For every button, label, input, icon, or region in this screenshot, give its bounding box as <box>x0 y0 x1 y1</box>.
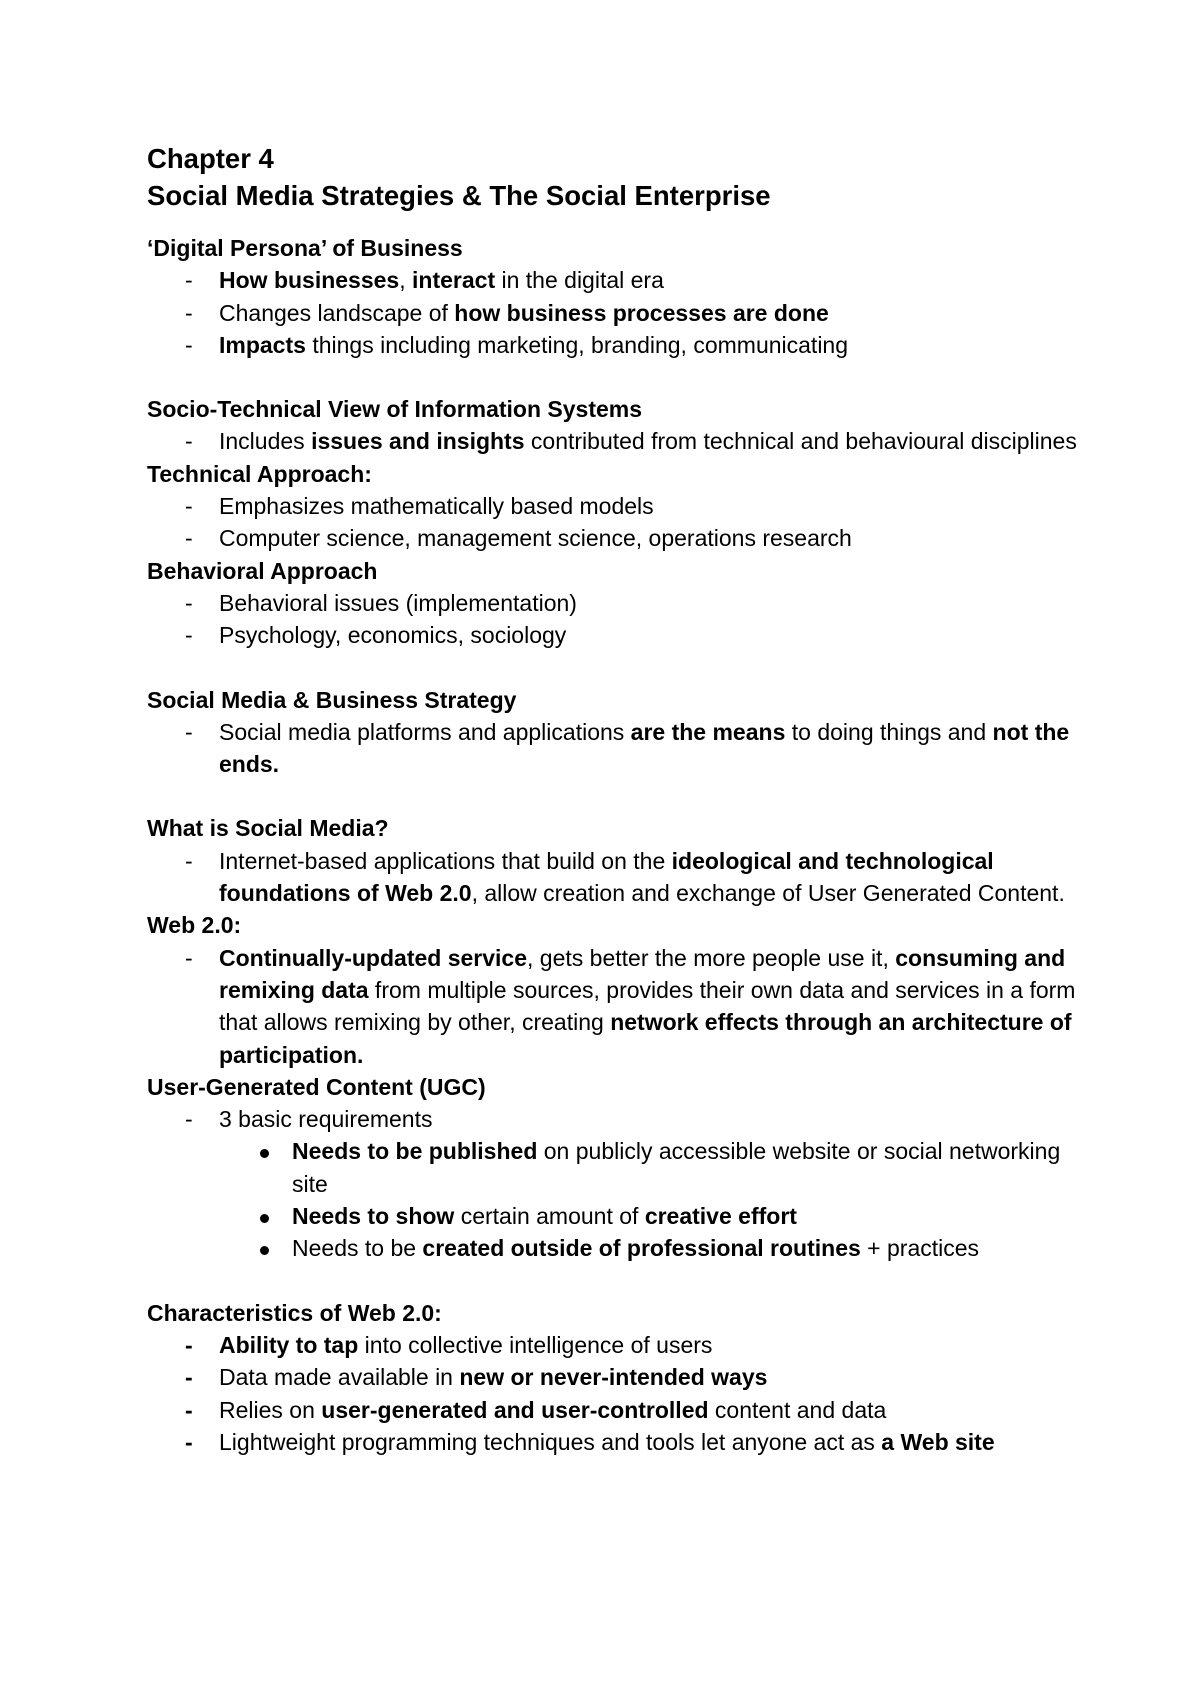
list-item-text <box>219 493 654 519</box>
section-what-is-social-media <box>147 812 1077 909</box>
text-run: Relies on <box>219 1396 322 1423</box>
bullet-item-text <box>292 1235 979 1261</box>
list-item <box>147 716 1077 781</box>
list-item <box>147 522 1077 554</box>
document-body <box>147 140 1077 1458</box>
bullet-item-text <box>292 1203 797 1229</box>
text-run: Behavioral issues (implementation) <box>219 589 577 616</box>
text-run: Computer science, management science, operations research <box>219 525 852 552</box>
dash-list <box>147 716 1077 781</box>
text-run: , gets better the more people use it, <box>527 944 896 971</box>
dash-marker: - <box>185 525 193 552</box>
dash-marker: - <box>185 428 193 455</box>
section-heading: What is Social Media? <box>147 815 389 842</box>
section-heading: Characteristics of Web 2.0: <box>147 1299 442 1326</box>
dash-marker: - <box>185 493 193 520</box>
text-run: Includes <box>219 428 312 455</box>
section-heading: Social Media & Business Strategy <box>147 686 517 713</box>
text-run: on publicly accessible website or social networking site <box>292 1138 1061 1197</box>
list-item <box>147 1426 1077 1458</box>
bullet-dot-icon <box>260 1214 269 1223</box>
list-item <box>147 297 1077 329</box>
text-run: Emphasizes mathematically based models <box>219 493 654 520</box>
bold-text: a Web site <box>881 1428 995 1455</box>
bullet-item <box>147 1135 1077 1200</box>
spacer <box>147 1265 1077 1297</box>
section-heading: Socio-Technical View of Information Systems <box>147 396 643 423</box>
list-item-text <box>219 332 848 358</box>
text-run: Changes landscape of <box>219 299 455 326</box>
dash-marker: - <box>185 718 193 745</box>
spacer <box>147 652 1077 684</box>
dash-marker: - <box>185 944 193 971</box>
text-run: Needs to be <box>292 1235 423 1262</box>
section-heading: User-Generated Content (UGC) <box>147 1073 486 1100</box>
section-characteristics-web20 <box>147 1297 1077 1458</box>
list-item <box>147 329 1077 361</box>
bullet-list <box>147 1135 1077 1264</box>
text-run: + practices <box>860 1235 980 1262</box>
list-item <box>147 942 1077 1071</box>
dash-list <box>147 587 1077 652</box>
list-item-text <box>219 590 577 616</box>
list-item <box>147 845 1077 910</box>
list-item-text <box>219 428 1077 454</box>
bold-text: how business processes are done <box>454 299 829 326</box>
text-run: to doing things and <box>785 718 993 745</box>
text-run: Internet-based applications that build on the <box>219 847 672 874</box>
dash-marker: - <box>185 847 193 874</box>
dash-list <box>147 845 1077 910</box>
spacer <box>147 780 1077 812</box>
section-heading: Behavioral Approach <box>147 557 378 584</box>
text-run: content and data <box>708 1396 887 1423</box>
bold-text: Needs to be published <box>292 1138 538 1165</box>
dash-marker: - <box>185 1106 193 1133</box>
dash-marker: - <box>185 1396 193 1423</box>
bold-text: How businesses <box>219 267 400 294</box>
bold-text: consuming and remixing data <box>219 944 1066 1003</box>
list-item-text <box>219 1332 712 1358</box>
text-run: in the digital era <box>495 267 664 294</box>
section-heading: Technical Approach: <box>147 460 372 487</box>
list-item <box>147 264 1077 296</box>
list-item-text <box>219 1364 767 1390</box>
text-run: 3 basic requirements <box>219 1106 433 1133</box>
list-item-text <box>219 267 664 293</box>
list-item-text <box>219 848 1065 906</box>
dash-marker: - <box>185 299 193 326</box>
list-item-text <box>219 945 1075 1068</box>
dash-marker: - <box>185 1331 193 1358</box>
dash-list <box>147 942 1077 1071</box>
text-run: certain amount of <box>454 1203 645 1230</box>
list-item <box>147 1103 1077 1135</box>
bullet-item <box>147 1232 1077 1264</box>
section-digital-persona <box>147 232 1077 361</box>
list-item-text <box>219 525 852 551</box>
text-run: into collective intelligence of users <box>358 1331 713 1358</box>
section-web20 <box>147 909 1077 1070</box>
spacer <box>147 361 1077 393</box>
dash-list <box>147 425 1077 457</box>
bold-text: new or never-intended ways <box>459 1364 768 1391</box>
bold-text: Needs to show <box>292 1203 455 1230</box>
text-run: contributed from technical and behavioural disciplines <box>524 428 1077 455</box>
list-item <box>147 490 1077 522</box>
bold-text: network effects through an architecture of participation. <box>219 1009 1072 1068</box>
bold-text: Continually-updated service <box>219 944 528 971</box>
section-technical-approach <box>147 458 1077 555</box>
section-heading: ‘Digital Persona’ of Business <box>147 235 463 261</box>
section-behavioral-approach <box>147 555 1077 652</box>
chapter-subtitle: Social Media Strategies & The Social Enterprise <box>147 180 771 211</box>
text-run: from multiple sources, provides their own data and services in a form that allows remixing by other, creating <box>219 976 1076 1036</box>
bold-text: are the means <box>630 718 786 745</box>
dash-marker: - <box>185 267 193 294</box>
dash-marker: - <box>185 622 193 649</box>
list-item <box>147 1361 1077 1393</box>
list-item-text <box>219 719 1069 777</box>
section-ugc <box>147 1071 1077 1265</box>
list-item <box>147 587 1077 619</box>
dash-marker: - <box>185 1364 193 1391</box>
list-item <box>147 619 1077 651</box>
chapter-title: Chapter 4 <box>147 143 274 174</box>
dash-list <box>147 1329 1077 1458</box>
dash-marker: - <box>185 589 193 616</box>
dash-list <box>147 490 1077 555</box>
dash-marker: - <box>185 331 193 358</box>
bullet-dot-icon <box>260 1149 269 1158</box>
dash-marker: - <box>185 1428 193 1455</box>
text-run: Lightweight programming techniques and tools let anyone act as <box>219 1428 882 1455</box>
list-item <box>147 1394 1077 1426</box>
bold-text: issues and insights <box>311 428 525 455</box>
text-run: , allow creation and exchange of User Generated Content. <box>471 880 1065 907</box>
bold-text: Impacts <box>219 331 306 358</box>
dash-list <box>147 264 1077 361</box>
list-item-text <box>219 1397 886 1423</box>
section-heading: Web 2.0: <box>147 912 242 939</box>
section-business-strategy <box>147 684 1077 781</box>
bullet-item-text <box>292 1138 1060 1196</box>
section-socio-technical <box>147 393 1077 458</box>
text-run: things including marketing, branding, communicating <box>305 331 849 358</box>
dash-list <box>147 1103 1077 1135</box>
bold-text: interact <box>412 267 496 294</box>
bullet-dot-icon <box>260 1246 269 1255</box>
bold-text: not the ends. <box>219 718 1070 778</box>
text-run: Psychology, economics, sociology <box>219 622 567 649</box>
bullet-item <box>147 1200 1077 1232</box>
bold-text: ideological and technological foundations of Web 2.0 <box>219 847 994 907</box>
bold-text: Ability to tap <box>219 1331 359 1358</box>
bold-text: creative effort <box>644 1203 797 1230</box>
list-item <box>147 1329 1077 1361</box>
list-item <box>147 425 1077 457</box>
bold-text: user-generated and user-controlled <box>321 1396 709 1423</box>
list-item-text <box>219 300 829 326</box>
list-item-text <box>219 1429 995 1455</box>
bold-text: created outside of professional routines <box>422 1235 861 1262</box>
list-item-text <box>219 1106 433 1132</box>
text-run: Social media platforms and applications <box>219 718 631 745</box>
text-run: Data made available in <box>219 1364 460 1391</box>
list-item-text <box>219 622 566 648</box>
text-run: , <box>399 267 413 294</box>
